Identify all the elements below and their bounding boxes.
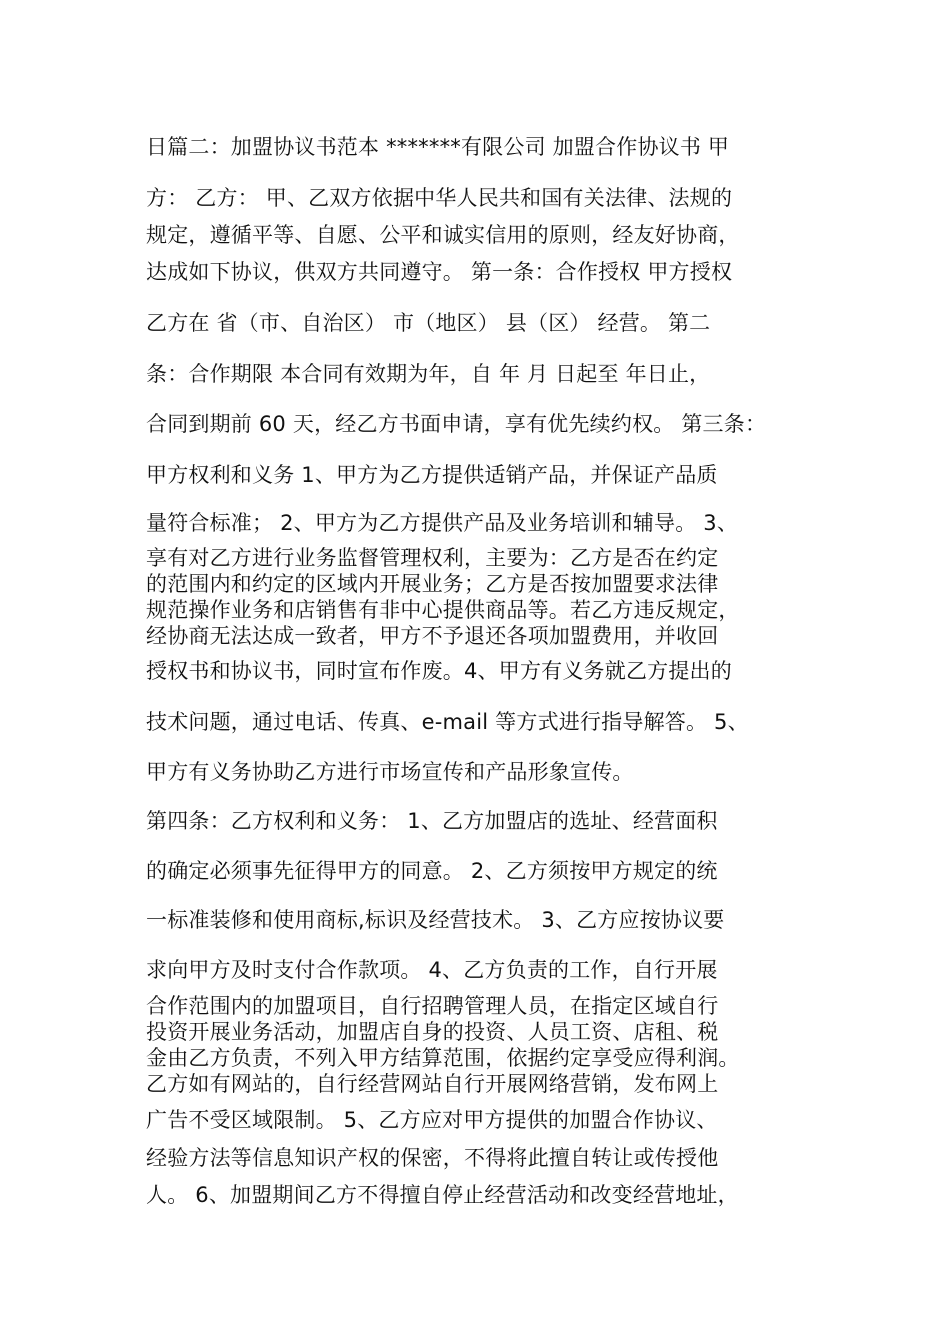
text-line-10: 享有对乙方进行业务监督管理权利，主要为：乙方是否在约定 [146, 546, 719, 570]
text-line-11: 的范围内和约定的区域内开展业务；乙方是否按加盟要求法律 [146, 572, 719, 596]
text-line-21: 合作范围内的加盟项目，自行招聘管理人员，在指定区域自行 [146, 994, 719, 1018]
text-line-25: 广告不受区域限制。 5、乙方应对甲方提供的加盟合作协议、 [146, 1108, 718, 1132]
text-line-16: 甲方有义务协助乙方进行市场宣传和产品形象宣传。 [146, 760, 634, 784]
text-line-19: 一标准装修和使用商标,标识及经营技术。 3、乙方应按协议要 [146, 908, 725, 932]
text-line-24: 乙方如有网站的，自行经营网站自行开展网络营销，发布网上 [146, 1072, 719, 1096]
text-line-15: 技术问题，通过电话、传真、e-mail 等方式进行指导解答。 5、 [146, 710, 749, 734]
text-line-2: 方： 乙方： 甲、乙双方依据中华人民共和国有关法律、法规的 [146, 186, 733, 210]
text-line-8: 甲方权利和义务 1、甲方为乙方提供适销产品，并保证产品质 [146, 463, 718, 487]
text-line-13: 经协商无法达成一致者，甲方不予退还各项加盟费用，并收回 [146, 624, 719, 648]
text-line-9: 量符合标准； 2、甲方为乙方提供产品及业务培训和辅导。 3、 [146, 511, 739, 535]
text-line-20: 求向甲方及时支付合作款项。 4、乙方负责的工作，自行开展 [146, 958, 718, 982]
text-line-26: 经验方法等信息知识产权的保密，不得将此擅自转让或传授他 [146, 1146, 719, 1170]
text-line-17: 第四条：乙方权利和义务： 1、乙方加盟店的选址、经营面积 [146, 809, 718, 833]
text-line-12: 规范操作业务和店销售有非中心提供商品等。若乙方违反规定， [146, 598, 740, 622]
text-line-27: 人。 6、加盟期间乙方不得擅自停止经营活动和改变经营地址， [146, 1183, 739, 1207]
text-line-1: 日篇二：加盟协议书范本 *******有限公司 加盟合作协议书 甲 [146, 135, 730, 159]
text-line-5: 乙方在 省（市、自治区） 市（地区） 县（区） 经营。 第二 [146, 311, 711, 335]
text-line-18: 的确定必须事先征得甲方的同意。 2、乙方须按甲方规定的统 [146, 859, 718, 883]
text-line-23: 金由乙方负责，不列入甲方结算范围，依据约定享受应得利润。 [146, 1046, 740, 1070]
text-line-6: 条：合作期限 本合同有效期为年，自 年 月 日起至 年日止， [146, 362, 711, 386]
text-line-22: 投资开展业务活动，加盟店自身的投资、人员工资、店租、税 [146, 1020, 719, 1044]
text-line-14: 授权书和协议书，同时宣布作废。4、甲方有义务就乙方提出的 [146, 659, 732, 683]
text-line-4: 达成如下协议，供双方共同遵守。 第一条：合作授权 甲方授权 [146, 260, 733, 284]
text-line-7: 合同到期前 60 天，经乙方书面申请，享有优先续约权。 第三条： [146, 412, 767, 436]
text-line-3: 规定，遵循平等、自愿、公平和诚实信用的原则，经友好协商， [146, 223, 740, 247]
